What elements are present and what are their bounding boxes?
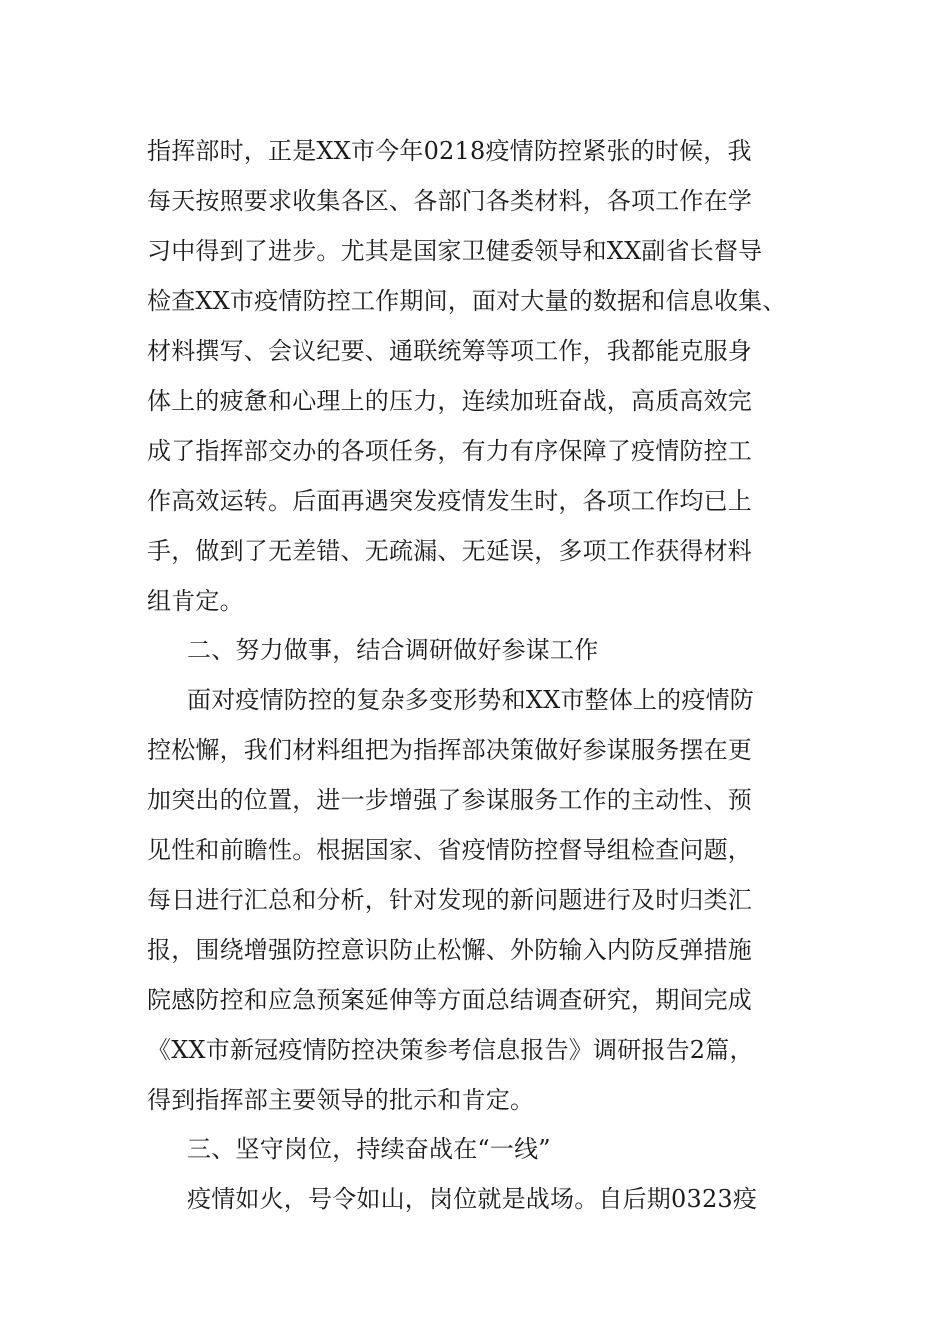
text-line: 每日进行汇总和分析，针对发现的新问题进行及时归类汇 xyxy=(147,886,752,914)
text-line: 体上的疲惫和心理上的压力，连续加班奋战，高质高效完 xyxy=(147,387,752,415)
text-line: 材料撰写、会议纪要、通联统筹等项工作，我都能克服身 xyxy=(147,337,752,365)
text-line: 习中得到了进步。尤其是国家卫健委领导和XX副省长督导 xyxy=(147,237,763,265)
text-line: 作高效运转。后面再遇突发疫情发生时，各项工作均已上 xyxy=(147,487,752,515)
text-line: 加突出的位置，进一步增强了参谋服务工作的主动性、预 xyxy=(147,786,752,814)
text-line: 每天按照要求收集各区、各部门各类材料，各项工作在学 xyxy=(147,187,752,215)
text-line: 院感防控和应急预案延伸等方面总结调查研究，期间完成 xyxy=(147,986,752,1014)
text-line: 组肯定。 xyxy=(147,587,244,615)
text-line: 面对疫情防控的复杂多变形势和XX市整体上的疫情防 xyxy=(187,686,754,714)
text-line: 成了指挥部交办的各项任务，有力有序保障了疫情防控工 xyxy=(147,437,752,465)
section-heading: 二、努力做事，结合调研做好参谋工作 xyxy=(187,636,599,664)
text-line: 报，围绕增强防控意识防止松懈、外防输入内防反弹措施 xyxy=(147,936,752,964)
text-line: 得到指挥部主要领导的批示和肯定。 xyxy=(147,1086,535,1114)
text-line: 《XX市新冠疫情防控决策参考信息报告》调研报告2篇， xyxy=(147,1036,754,1064)
text-line: 见性和前瞻性。根据国家、省疫情防控督导组检查问题， xyxy=(147,836,752,864)
text-line: 指挥部时，正是XX市今年0218疫情防控紧张的时候，我 xyxy=(147,137,752,165)
text-line: 疫情如火，号令如山，岗位就是战场。自后期0323疫 xyxy=(187,1185,758,1213)
section-heading: 三、坚守岗位，持续奋战在“一线” xyxy=(187,1135,551,1163)
text-line: 检查XX市疫情防控工作期间，面对大量的数据和信息收集、 xyxy=(147,287,787,315)
text-line: 手，做到了无差错、无疏漏、无延误，多项工作获得材料 xyxy=(147,537,752,565)
text-line: 控松懈，我们材料组把为指挥部决策做好参谋服务摆在更 xyxy=(147,736,752,764)
